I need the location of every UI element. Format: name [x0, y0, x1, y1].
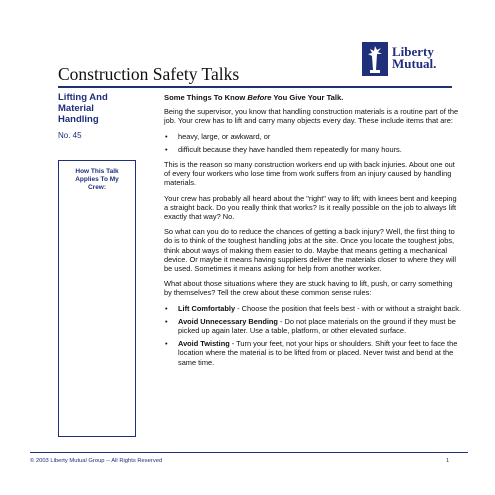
bullet-icon: •: [165, 303, 168, 313]
list-item: [164, 304, 462, 313]
bullet-icon: •: [165, 339, 168, 349]
paragraph-3: Your crew has probably all heard about the "right" way to lift; with knees bent and keeping a straight back. Do you really think that works? Is it really possible on the job to always lift exactly that way? No.: [164, 193, 457, 222]
rule-text: - Choose the position that feels best - with or without a straight back.: [235, 303, 462, 313]
list-item: [164, 145, 462, 154]
crew-notes-title-line1: How This Talk: [75, 168, 119, 175]
header-rule: [58, 86, 452, 88]
copyright-notice: © 2003 Liberty Mutual Group -- All Rights Reserved: [30, 458, 163, 464]
talk-topic-line1: Lifting And: [58, 92, 108, 103]
page-title: Construction Safety Talks: [58, 64, 240, 84]
statue-of-liberty-icon: [362, 42, 388, 76]
list-item-text: difficult because they have handled them repeatedly for many hours.: [178, 144, 402, 154]
liberty-mutual-logo: [362, 38, 462, 82]
paragraph-5: What about those situations where they are stuck having to lift, push, or carry something by themselves? Tell the crew about these common sense rules:: [164, 279, 453, 298]
bullet-icon: •: [165, 316, 168, 326]
crew-notes-title-line3: Crew:: [87, 184, 107, 191]
heading-part: Some Things To Know: [164, 93, 248, 102]
rule-text: - Do not place materials on the ground if they must be picked up again later. Use a table, platform, or other elevated surface.: [178, 316, 456, 336]
section-heading: [164, 93, 462, 102]
logo-text-line2: Mutual.: [392, 56, 437, 71]
paragraph-4: So what can you do to reduce the chances of getting a back injury? Well, the first thing to do is to think of the toughest handling jobs at the site. Once you locate the toughest jobs, think about ways of making them easier to do. Maybe that means getting a mechanical device. Or maybe it means having suppliers deliver the materials closer to where they will be used. Sometimes it means asking for help from another worker.: [164, 227, 457, 274]
talk-topic: [58, 92, 140, 125]
item-types-list: [164, 132, 462, 154]
crew-notes-box: [58, 160, 136, 437]
rule-title: Avoid Unnecessary Bending: [178, 316, 278, 326]
list-item: [164, 339, 462, 367]
heading-emphasis: Before: [247, 93, 272, 102]
page-number: 1: [446, 458, 450, 464]
list-item: [164, 317, 462, 335]
talk-topic-line2: Material: [58, 103, 94, 114]
paragraph-1: Being the supervisor, you know that handling construction materials is a routine part of the job. Your crew has to lift and carry many objects every day. These include items that are:: [164, 107, 459, 126]
list-item: [164, 132, 462, 141]
bullet-icon: •: [165, 131, 168, 141]
rules-list: [164, 304, 462, 367]
crew-notes-title-line2: Applies To My: [75, 176, 119, 183]
bullet-icon: •: [165, 144, 168, 154]
rule-title: Avoid Twisting: [178, 339, 230, 349]
crew-notes-title: [59, 168, 135, 192]
heading-part: You Give Your Talk.: [271, 93, 344, 102]
footer-rule: [30, 452, 468, 453]
rule-title: Lift Comfortably: [178, 303, 236, 313]
talk-number: No. 45: [58, 131, 82, 140]
talk-body: [164, 93, 462, 373]
logo-text-line1: Liberty: [392, 44, 434, 59]
logo-text: [392, 46, 436, 70]
paragraph-2: This is the reason so many construction workers end up with back injuries. About one out of every four workers who lose time from work suffers from an injury caused by handling materials.: [164, 160, 455, 188]
rule-text: - Turn your feet, not your hips or shoulders. Shift your feet to face the location where the material is to be lifted from or placed. Never twist and bend at the same time.: [178, 339, 458, 367]
talk-topic-line3: Handling: [58, 114, 99, 125]
list-item-text: heavy, large, or awkward, or: [178, 131, 271, 141]
